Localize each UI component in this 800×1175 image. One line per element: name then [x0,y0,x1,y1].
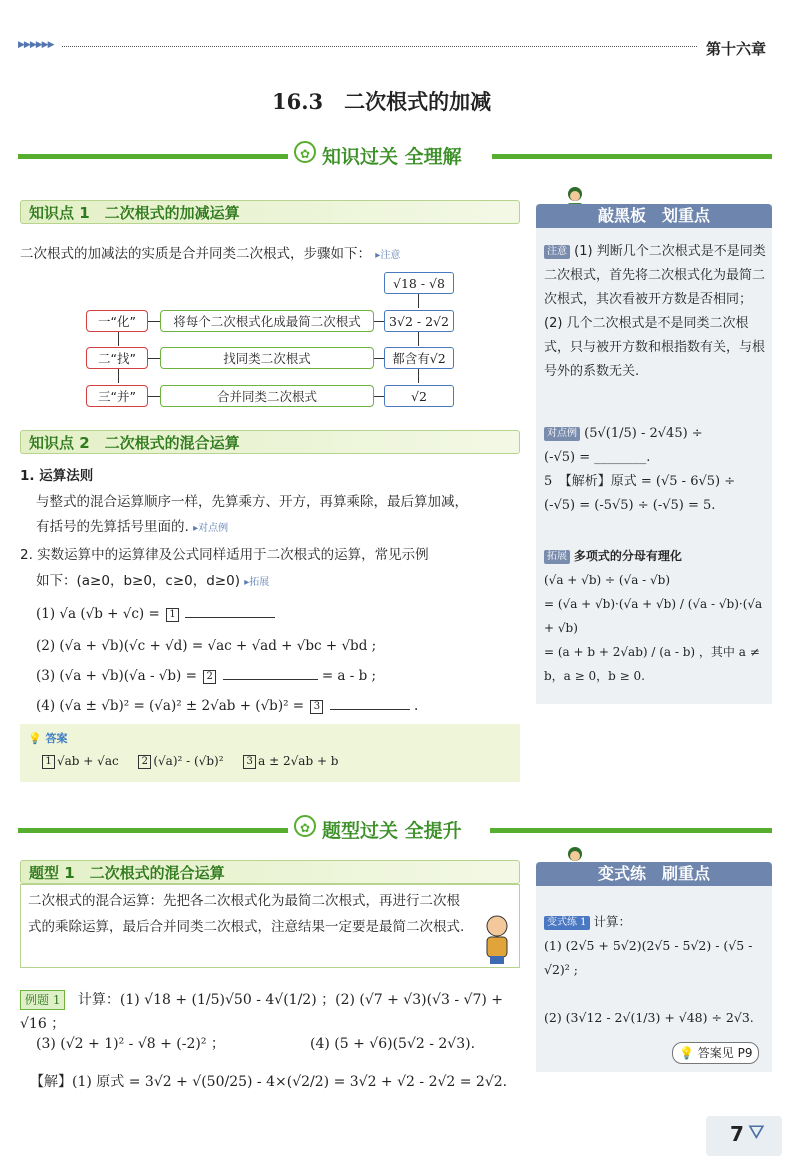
answer-reference-button[interactable] [672,1042,759,1064]
section2-label: 题型过关 全提升 [322,820,462,842]
flow-arrow [118,369,119,383]
side2-question [544,910,766,1030]
step2-desc: 找同类二次根式 [160,347,374,369]
page-number-box [706,1116,782,1156]
example-question-1: (5√(1/5) - 2√45) ÷ [584,426,703,441]
example1-tag: 例题 1 [20,990,65,1010]
kp2-item2-text1: 2. 实数运算中的运算律及公式同样适用于二次根式的运算，常见示例 [20,547,429,563]
formula-2: (2) (√a + √b)(√c + √d) = √ac + √ad + √bc + √bd ; [36,638,377,654]
example1-line2b: (4) (5 + √6)(5√2 - 2√3). [310,1036,476,1052]
answers-line [40,754,339,769]
formula-4 [36,694,418,718]
step3-result: √2 [384,385,454,407]
formula-3-tail: = a - b ; [321,668,377,684]
blank-line [330,709,410,710]
kp1-heading: 知识点 1 二次根式的加减运算 [20,200,520,224]
knowledge-icon: ✿ [294,141,316,163]
example-answer-1: 5 【解析】原式 = (√5 - 6√5) ÷ [544,474,736,489]
variant-q2: (2) (3√12 - 2√(1/3) + √48) ÷ 2√3. [544,1010,754,1025]
formula-1-text: (1) √a (√b + √c) = [36,606,160,622]
step1-label: 一“化” [86,310,148,332]
example-tag: 对点例 [544,427,580,441]
side1-heading: 敲黑板 划重点 [536,204,772,228]
connector [374,321,384,322]
connector [374,358,384,359]
section1-label: 知识过关 全理解 [322,146,462,168]
answer-panel [20,724,520,782]
header-arrows: ▶▶▶▶▶▶ [18,40,54,50]
note-tag: 注意 [544,245,570,259]
step1-desc: 将每个二次根式化成最简二次根式 [160,310,374,332]
formula-4-tail: . [414,698,419,714]
answer-3: a ± 2√ab + b [258,754,339,768]
blank-line [185,617,275,618]
variant-q1a: (1) (2√5 + 5√2)(2√5 - 5√2) - (√5 - [544,938,753,953]
section-bar-left [18,154,288,159]
bulb-icon: 💡 [28,732,42,745]
connector [148,321,160,322]
note-link[interactable]: ▸注意 [375,250,401,261]
kp2-item1-title: 1. 运算法则 [20,468,94,484]
type1-heading: 题型 1 二次根式的混合运算 [20,860,520,884]
step2-label: 二“找” [86,347,148,369]
extension-line-2: = (√a + √b)·(√a + √b) / (√a - √b)·(√a + √b) [544,597,763,635]
example1-line2a: (3) (√2 + 1)² - √8 + (-2)² ； [36,1036,225,1052]
page-title: 16.3 二次根式的加减 [272,89,492,114]
blank-2: 2 [203,670,216,684]
blank-3: 3 [310,700,323,714]
answer-num-1: 1 [42,755,55,769]
formula-3 [36,664,376,688]
section-bar-right [492,154,772,159]
kp2-item1-text2 [36,515,228,541]
cartoon-student-icon [478,914,516,966]
extension-link[interactable]: ▸拓展 [244,577,270,588]
kp1-intro [20,242,400,268]
flow-arrow [418,332,419,346]
type1-desc: 二次根式的混合运算：先把各二次根式化为最简二次根式，再进行二次根式的乘除运算，最后合并同类二次根式，注意结果一定要是最简二次根式. [28,893,465,935]
answer-num-3: 3 [243,755,256,769]
variant-title: 计算： [593,914,632,929]
flow-arrow [418,369,419,383]
variant-q1b: √2)² ; [544,962,578,977]
extension-line-1: (√a + √b) ÷ (√a - √b) [544,573,671,587]
note-1: (1) 判断几个二次根式是不是同类二次根式，首先将二次根式化为最简二次根式，其次看被开方数是否相同； [544,244,766,307]
connector [148,396,160,397]
answer-1: √ab + √ac [57,754,119,768]
side1-note [544,240,766,384]
connector [374,396,384,397]
section2-bar-left [18,828,288,833]
kp2-item2-text2-span: 如下：(a≥0，b≥0，c≥0，d≥0) [36,573,240,589]
chapter-label: 第十六章 [706,40,767,58]
extension-title: 多项式的分母有理化 [573,549,682,563]
note-2: (2) 几个二次根式是不是同类二次根式，只与被开方数和根指数有关，与根号外的系数无关. [544,316,766,379]
formula-1 [36,602,275,626]
example1 [20,988,520,1036]
blank-1: 1 [166,608,179,622]
example-link[interactable]: ▸对点例 [193,523,229,534]
extension-tag: 拓展 [544,550,570,564]
kp1-intro-text: 二次根式的加减法的实质是合并同类二次根式，步骤如下： [20,246,371,262]
example-answer-2: (-√5) = (-5√5) ÷ (-√5) = 5. [544,498,716,513]
formula-4-text: (4) (√a ± √b)² = (√a)² ± 2√ab + (√b)² = [36,698,305,714]
compass-icon: ⛛ [748,1120,765,1144]
step2-result: 都含有√2 [384,347,454,369]
variant-tag: 变式练 1 [544,916,590,930]
step1-result: 3√2 - 2√2 [384,310,454,332]
kp2-item1-text1: 与整式的混合运算顺序一样，先算乘方、开方，再算乘除，最后算加减， [36,494,468,510]
page-number: 7 [730,1122,744,1146]
answer-reference-text: 答案见 P9 [697,1046,753,1060]
step3-desc: 合并同类二次根式 [160,385,374,407]
example-question-2: (-√5) = ________. [544,450,651,465]
side1-example [544,422,766,518]
answer-2: (√a)² - (√b)² [153,754,224,768]
example-expression: √18 - √8 [384,272,454,294]
answer-num-2: 2 [138,755,151,769]
section2-bar-right [490,828,772,833]
flow-arrow [118,332,119,346]
extension-line-3: = (a + b + 2√ab) / (a - b) ，其中 a ≠ b，a ≥ 0，b ≥ 0. [544,645,760,683]
kp2-heading: 知识点 2 二次根式的混合运算 [20,430,520,454]
kp2-item1-text2-span: 有括号的先算括号里面的. [36,519,189,535]
bulb-icon-2: 💡 [679,1046,694,1060]
kp2-item2-text2 [36,569,269,595]
side2-heading: 变式练 刷重点 [536,862,772,886]
header-rule [62,46,697,47]
blank-line [223,679,318,680]
practice-icon: ✿ [294,815,316,837]
formula-3-text: (3) (√a + √b)(√a - √b) = [36,668,197,684]
flow-arrow [418,294,419,308]
step3-label: 三“并” [86,385,148,407]
example1-solution: 【解】(1) 原式 = 3√2 + √(50/25) - 4×(√2/2) = 3√2 + √2 - 2√2 = 2√2. [30,1074,508,1090]
answer-tag-text: 答案 [45,732,68,745]
connector [148,358,160,359]
side1-extension [544,544,766,688]
answer-tag [28,730,68,746]
example1-line1: 计算：(1) √18 + (1/5)√50 - 4√(1/2) ；(2) (√7 + √3)(√3 - √7) + √16 ； [20,992,503,1032]
